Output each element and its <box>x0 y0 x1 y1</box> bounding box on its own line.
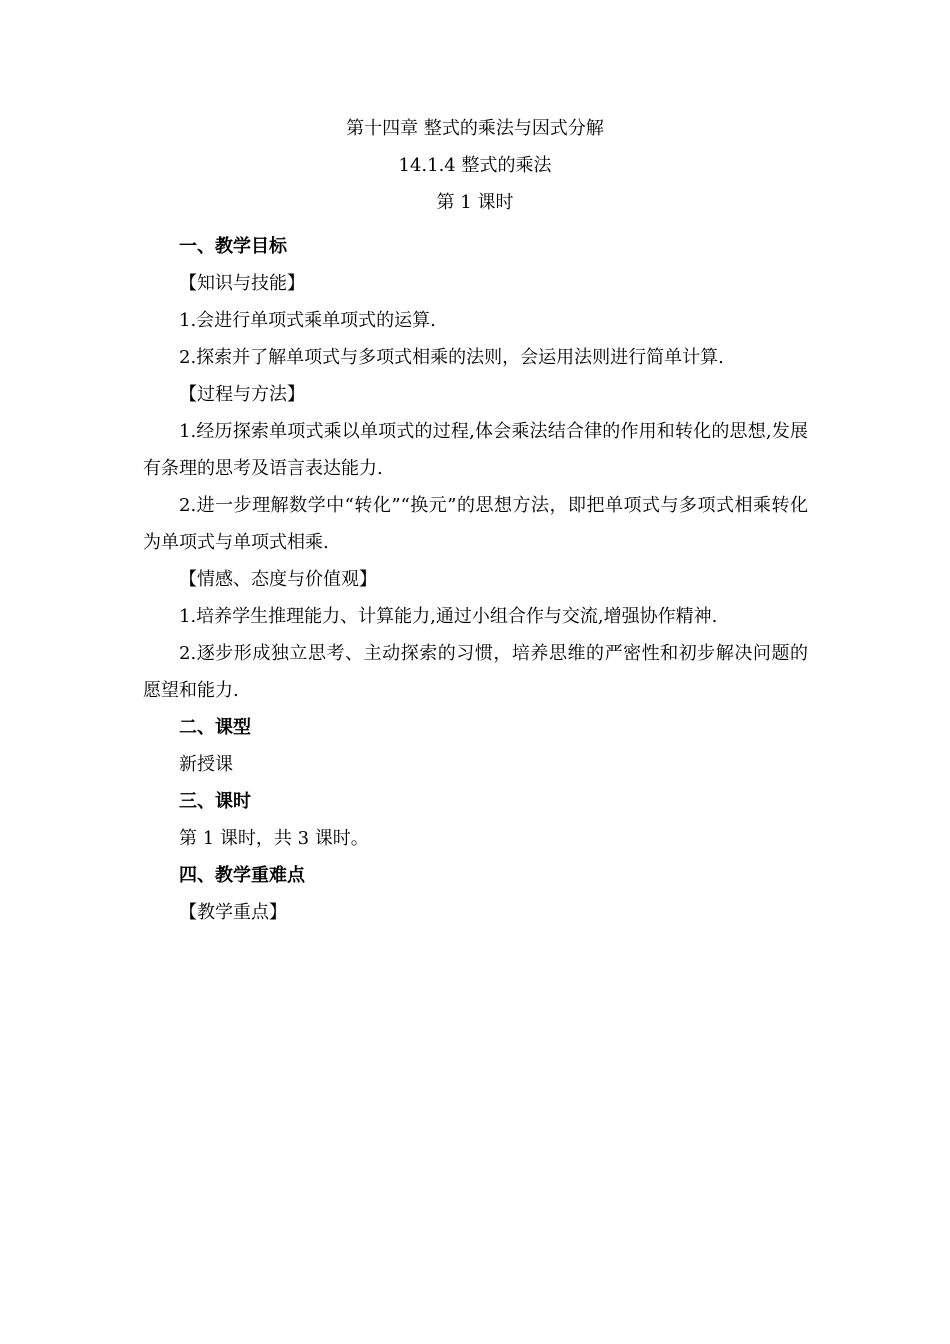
label-process-method: 【过程与方法】 <box>179 384 305 405</box>
attitude-item-1: 1.培养学生推理能力、计算能力,通过小组合作与交流,增强协作精神. <box>179 606 718 627</box>
section-title: 14.1.4 整式的乘法 <box>398 155 552 176</box>
knowledge-item-1: 1.会进行单项式乘单项式的运算. <box>179 310 436 331</box>
heading-key-difficult-points: 四、教学重难点 <box>179 865 305 886</box>
document-body <box>143 228 808 931</box>
heading-lesson-type: 二、课型 <box>179 717 251 738</box>
lesson-title: 第 1 课时 <box>436 192 514 213</box>
label-knowledge-skills: 【知识与技能】 <box>179 273 305 294</box>
class-hours-value: 第 1 课时，共 3 课时。 <box>179 828 369 849</box>
label-teaching-key-points: 【教学重点】 <box>179 902 287 923</box>
process-item-2: 2.进一步理解数学中“转化”“换元”的思想方法，即把单项式与多项式相乘转化为单项式与单项式相乘. <box>143 495 808 553</box>
attitude-item-2: 2.逐步形成独立思考、主动探索的习惯，培养思维的严密性和初步解决问题的愿望和能力. <box>143 643 808 701</box>
knowledge-item-2: 2.探索并了解单项式与多项式相乘的法则，会运用法则进行简单计算. <box>179 347 724 368</box>
process-item-1: 1.经历探索单项式乘以单项式的过程,体会乘法结合律的作用和转化的思想,发展有条理的思考及语言表达能力. <box>143 421 808 479</box>
lesson-type-value: 新授课 <box>179 754 233 775</box>
chapter-title: 第十四章 整式的乘法与因式分解 <box>346 118 604 139</box>
label-attitude-values: 【情感、态度与价值观】 <box>179 569 377 590</box>
heading-teaching-goals: 一、教学目标 <box>179 236 287 257</box>
heading-class-hours: 三、课时 <box>179 791 251 812</box>
